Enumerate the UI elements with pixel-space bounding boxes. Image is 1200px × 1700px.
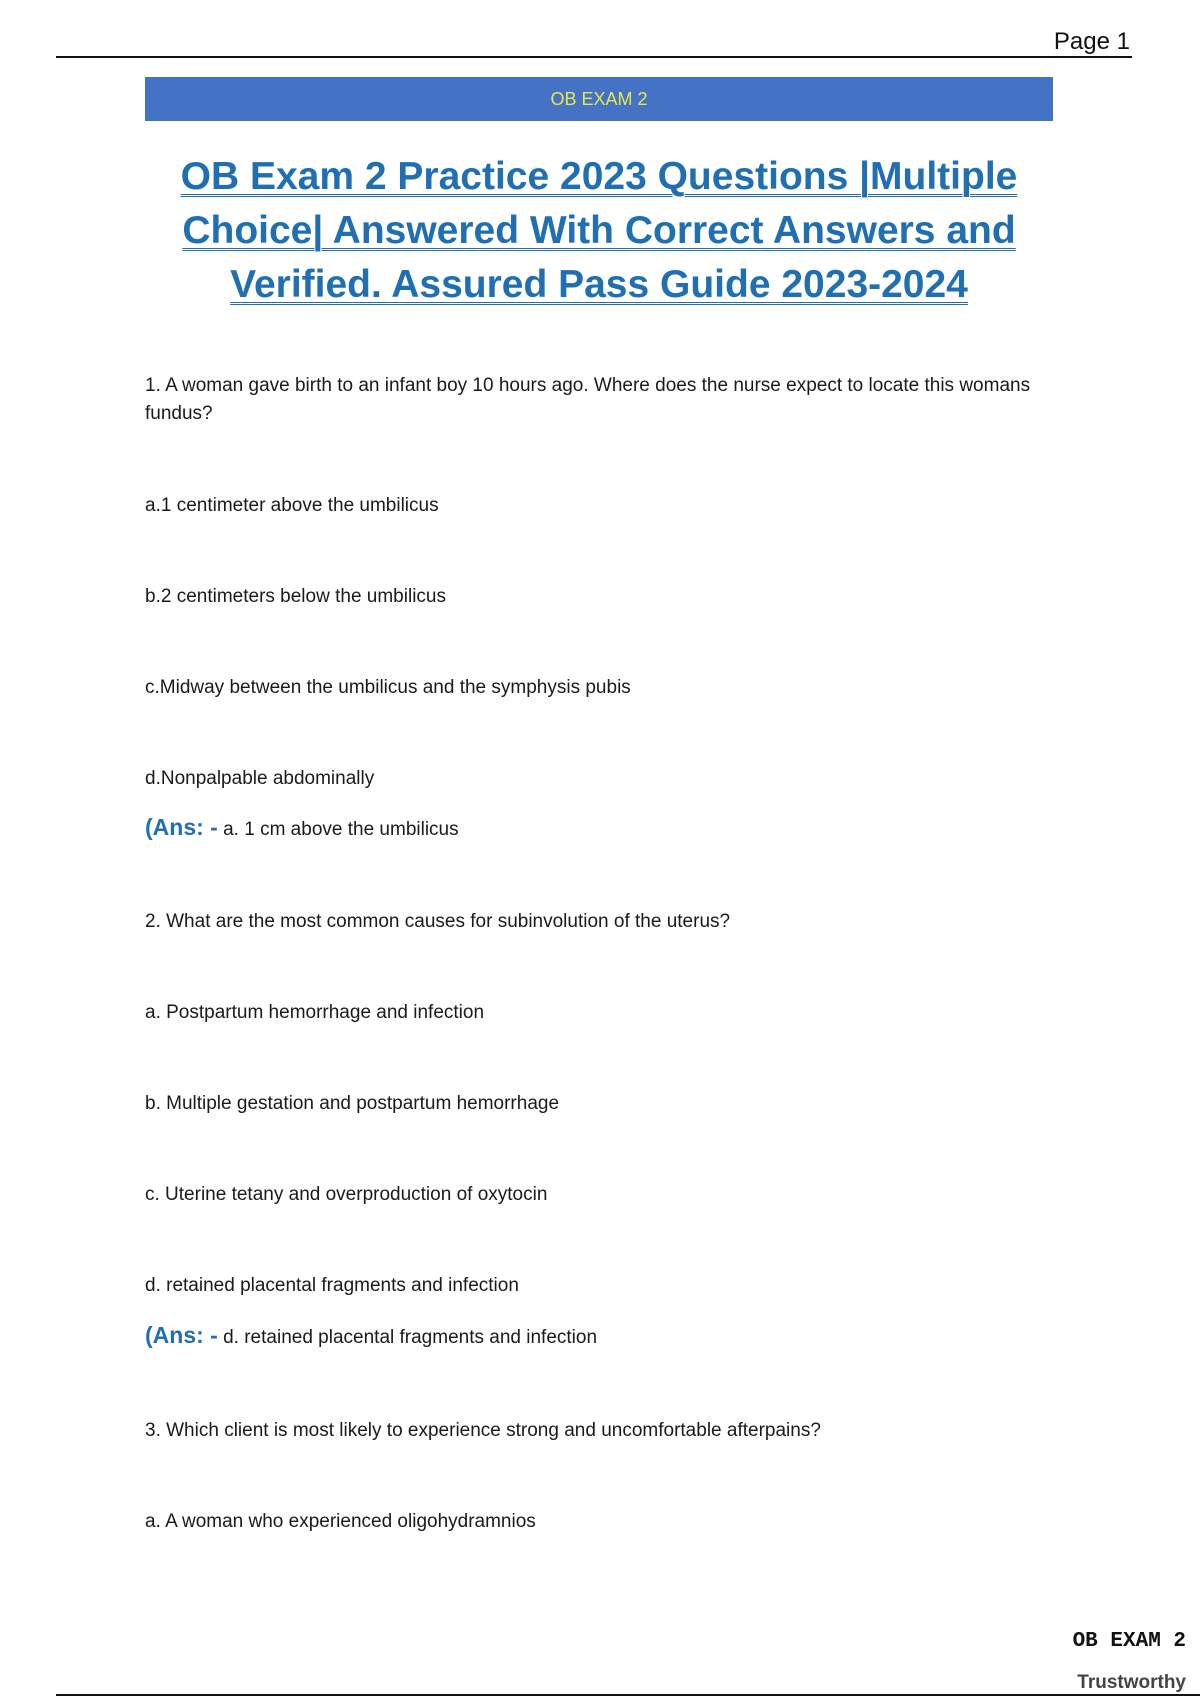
question-1-option-d: d.Nonpalpable abdominally	[145, 768, 375, 789]
answer-prefix: (Ans: -	[145, 1322, 218, 1348]
question-2-option-c: c. Uterine tetany and overproduction of oxytocin	[145, 1184, 548, 1205]
question-2-answer	[145, 1320, 1045, 1353]
header-rule	[56, 56, 1132, 58]
question-1-answer	[145, 812, 1045, 845]
answer-text: a. 1 cm above the umbilicus	[223, 819, 459, 840]
question-3-text: 3. Which client is most likely to experience strong and uncomfortable afterpains?	[145, 1420, 821, 1441]
page-label: Page 1	[1053, 28, 1130, 55]
question-2-option-d: d. retained placental fragments and infection	[145, 1275, 519, 1296]
question-1-option-a: a.1 centimeter above the umbilicus	[145, 495, 439, 516]
footer-exam-label: OB EXAM 2	[1072, 1630, 1186, 1653]
answer-text: d. retained placental fragments and infection	[223, 1327, 598, 1348]
answer-prefix: (Ans: -	[145, 814, 218, 840]
document-title: OB Exam 2 Practice 2023 Questions |Multiple Choice| Answered With Correct Answers and Verified. Assured Pass Guide 2023-2024	[180, 155, 1018, 306]
footer-rule	[56, 1694, 1200, 1696]
question-1-option-b: b.2 centimeters below the umbilicus	[145, 586, 446, 607]
question-2-option-b: b. Multiple gestation and postpartum hemorrhage	[145, 1093, 560, 1114]
exam-banner: OB EXAM 2	[145, 77, 1053, 121]
footer-brand: Trustworthy	[1077, 1672, 1186, 1693]
question-2-option-a: a. Postpartum hemorrhage and infection	[145, 1002, 485, 1023]
question-1-option-c: c.Midway between the umbilicus and the symphysis pubis	[145, 677, 631, 698]
question-1-text: 1. A woman gave birth to an infant boy 10 hours ago. Where does the nurse expect to locate this womans fundus?	[145, 375, 1031, 424]
question-3-option-a: a. A woman who experienced oligohydramnios	[145, 1511, 536, 1532]
question-2-text: 2. What are the most common causes for subinvolution of the uterus?	[145, 911, 731, 932]
